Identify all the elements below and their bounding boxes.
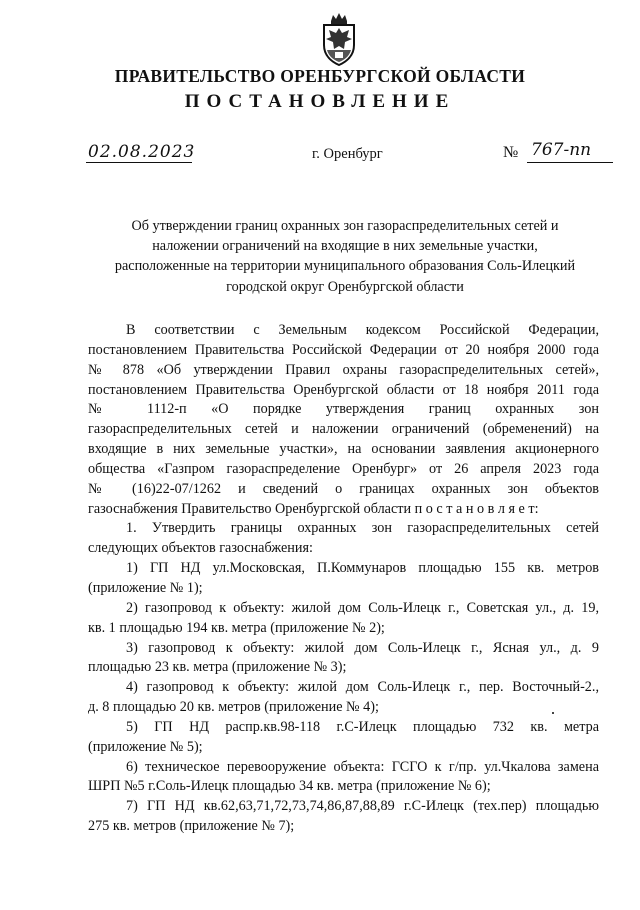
body-line: общества «Газпром газораспределение Оренбург» от 26 апреля 2023 года [88, 460, 599, 477]
body-line: № 1112-п «О порядке утверждения границ охранных зон [88, 401, 599, 418]
subject-line: Об утверждении границ охранных зон газораспределительных сетей и [131, 218, 559, 234]
body-line: постановлением Правительства Оренбургской области от 18 ноября 2011 года [88, 381, 599, 398]
document-number: 767-пп [531, 140, 592, 160]
coat-of-arms-icon [318, 12, 360, 66]
body-line: 275 кв. метров (приложение № 7); [88, 818, 295, 835]
body-line: 6) техническое перевооружение объекта: ГСГО к г/пр. ул.Чкалова замена [126, 758, 599, 775]
body-line: (приложение № 5); [88, 738, 203, 755]
document-subject [100, 216, 590, 297]
body-line: входящие в них земельные участки», на основании заявления акционерного [88, 441, 599, 458]
body-line: № 878 «Об утверждении Правил охраны газораспределительных сетей», [88, 361, 599, 378]
body-line: газоснабжения Правительство Оренбургской области п о с т а н о в л я е т: [88, 500, 539, 517]
document-body [88, 321, 599, 837]
body-line: площадью 23 кв. метра (приложение № 3); [88, 659, 347, 676]
scan-speck [552, 712, 554, 714]
body-line: кв. 1 площадью 194 кв. метра (приложение № 2); [88, 619, 385, 636]
body-line: 3) газопровод к объекту: жилой дом Соль-Илецк г., Ясная ул., д. 9 [126, 639, 599, 656]
document-city: г. Оренбург [312, 146, 383, 162]
subject-line: городской округ Оренбургской области [226, 278, 464, 295]
body-line: № (16)22-07/1262 и сведений о границах охранных зон объектов [88, 480, 599, 497]
body-line: ШРП №5 г.Соль-Илецк площадью 34 кв. метра (приложение № 6); [88, 778, 491, 795]
body-line: 2) газопровод к объекту: жилой дом Соль-Илецк г., Советская ул., д. 19, [126, 599, 599, 616]
subject-line: наложении ограничений на входящие в них земельные участки, [152, 238, 538, 255]
body-line: 4) газопровод к объекту: жилой дом Соль-Илецк г., пер. Восточный-2., [126, 679, 599, 696]
date-underline [86, 162, 192, 163]
body-line: (приложение № 1); [88, 579, 203, 596]
body-line: В соответствии с Земельным кодексом Российской Федерации, [126, 322, 599, 338]
body-line: 5) ГП НД распр.кв.98-118 г.С-Илецк площадью 732 кв. метра [126, 718, 599, 735]
subject-line: расположенные на территории муниципального образования Соль-Илецкий [114, 258, 576, 275]
body-line: газораспределительных сетей и наложении ограничений (обременений) на [88, 421, 599, 438]
body-line: 1) ГП НД ул.Московская, П.Коммунаров площадью 155 кв. метров [126, 560, 599, 577]
body-line: постановлением Правительства Российской Федерации от 20 ноября 2000 года [88, 341, 599, 358]
body-line: следующих объектов газоснабжения: [88, 540, 313, 557]
government-title: ПРАВИТЕЛЬСТВО ОРЕНБУРГСКОЙ ОБЛАСТИ [114, 66, 526, 86]
document-type: ПОСТАНОВЛЕНИЕ [184, 91, 456, 112]
body-line: 7) ГП НД кв.62,63,71,72,73,74,86,87,88,89 г.С-Илецк (тех.пер) площадью [126, 798, 599, 815]
body-line: 1. Утвердить границы охранных зон газораспределительных сетей [126, 520, 599, 537]
document-date: 02.08.2023 [88, 142, 196, 162]
number-sign: № [503, 144, 519, 161]
body-line: д. 8 площадью 20 кв. метров (приложение № 4); [88, 699, 379, 716]
number-underline [527, 162, 613, 163]
